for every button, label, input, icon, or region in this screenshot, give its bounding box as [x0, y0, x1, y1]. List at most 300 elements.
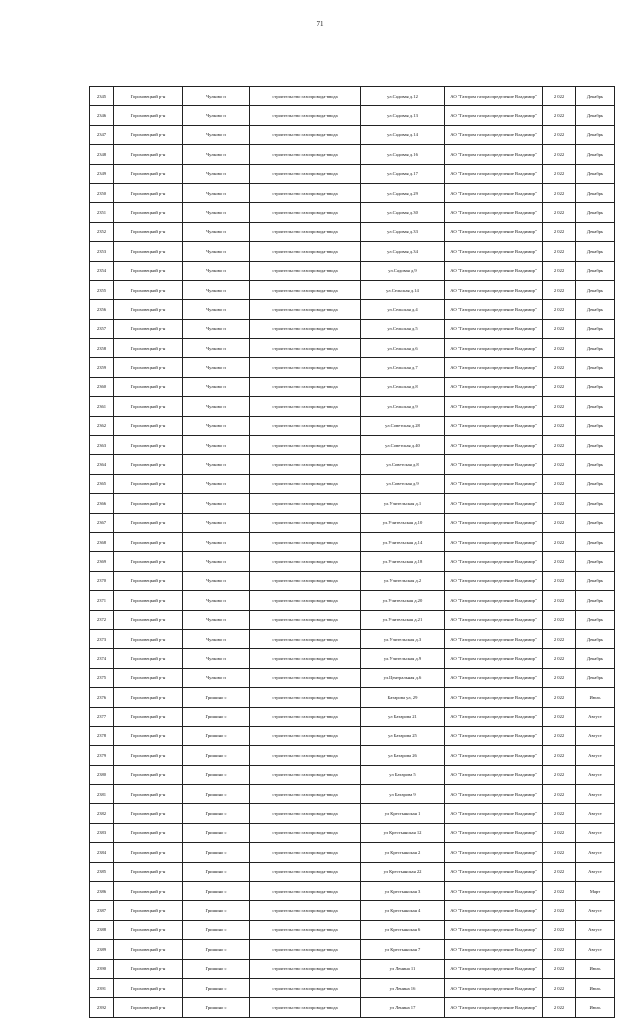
- row-number: 2357: [90, 319, 114, 338]
- work-type-cell: строительство газопровода-ввода: [250, 978, 361, 997]
- work-type-cell: строительство газопровода-ввода: [250, 513, 361, 532]
- month-cell: Август: [576, 804, 615, 823]
- year-cell: 2 022: [543, 843, 576, 862]
- table-row: [90, 785, 615, 804]
- locality-cell: Гришино с: [183, 978, 250, 997]
- owner-cell: АО "Газпром газораспределение Владимир": [445, 998, 543, 1017]
- month-cell: Декабрь: [576, 87, 615, 106]
- address-cell: ул Батарова 21: [361, 707, 445, 726]
- address-cell: ул.Учительская д.18: [361, 552, 445, 571]
- locality-cell: Чулково п: [183, 513, 250, 532]
- work-type-cell: строительство газопровода-ввода: [250, 862, 361, 881]
- locality-cell: Чулково п: [183, 436, 250, 455]
- locality-cell: Чулково п: [183, 261, 250, 280]
- owner-cell: АО "Газпром газораспределение Владимир": [445, 959, 543, 978]
- locality-cell: Чулково п: [183, 242, 250, 261]
- year-cell: 2 022: [543, 998, 576, 1017]
- row-number: 2382: [90, 804, 114, 823]
- work-type-cell: строительство газопровода-ввода: [250, 377, 361, 396]
- month-cell: Декабрь: [576, 591, 615, 610]
- month-cell: Март: [576, 882, 615, 901]
- table-row: [90, 765, 615, 784]
- row-number: 2353: [90, 242, 114, 261]
- district-cell: Гороховецкий р-н: [114, 978, 183, 997]
- address-cell: ул Крестьянская 22: [361, 862, 445, 881]
- owner-cell: АО "Газпром газораспределение Владимир": [445, 571, 543, 590]
- owner-cell: АО "Газпром газораспределение Владимир": [445, 610, 543, 629]
- row-number: 2391: [90, 978, 114, 997]
- owner-cell: АО "Газпром газораспределение Владимир": [445, 843, 543, 862]
- owner-cell: АО "Газпром газораспределение Владимир": [445, 242, 543, 261]
- work-type-cell: строительство газопровода-ввода: [250, 823, 361, 842]
- district-cell: Гороховецкий р-н: [114, 513, 183, 532]
- address-cell: ул.Сельская д.9: [361, 397, 445, 416]
- locality-cell: Чулково п: [183, 183, 250, 202]
- year-cell: 2 022: [543, 532, 576, 551]
- work-type-cell: строительство газопровода-ввода: [250, 552, 361, 571]
- row-number: 2392: [90, 998, 114, 1017]
- district-cell: Гороховецкий р-н: [114, 765, 183, 784]
- table-row: [90, 998, 615, 1017]
- month-cell: Декабрь: [576, 571, 615, 590]
- address-cell: ул Батарова 5: [361, 765, 445, 784]
- table-row: [90, 474, 615, 493]
- year-cell: 2 022: [543, 668, 576, 687]
- table-row: [90, 940, 615, 959]
- month-cell: Июль: [576, 959, 615, 978]
- locality-cell: Гришино с: [183, 785, 250, 804]
- address-cell: ул.Советская д.40: [361, 436, 445, 455]
- year-cell: 2 022: [543, 940, 576, 959]
- address-cell: ул Ленина 16: [361, 978, 445, 997]
- row-number: 2362: [90, 416, 114, 435]
- address-cell: ул.Садовая д.13: [361, 106, 445, 125]
- work-type-cell: строительство газопровода-ввода: [250, 940, 361, 959]
- address-cell: ул.Центральная д.6: [361, 668, 445, 687]
- district-cell: Гороховецкий р-н: [114, 920, 183, 939]
- row-number: 2387: [90, 901, 114, 920]
- table-row: [90, 242, 615, 261]
- year-cell: 2 022: [543, 358, 576, 377]
- address-cell: ул.Учительская д.3: [361, 629, 445, 648]
- owner-cell: АО "Газпром газораспределение Владимир": [445, 261, 543, 280]
- district-cell: Гороховецкий р-н: [114, 222, 183, 241]
- work-type-cell: строительство газопровода-ввода: [250, 242, 361, 261]
- table-row: [90, 436, 615, 455]
- month-cell: Декабрь: [576, 203, 615, 222]
- month-cell: Декабрь: [576, 164, 615, 183]
- locality-cell: Чулково п: [183, 222, 250, 241]
- year-cell: 2 022: [543, 785, 576, 804]
- work-type-cell: строительство газопровода-ввода: [250, 222, 361, 241]
- address-cell: Батарова ул, 29: [361, 688, 445, 707]
- owner-cell: АО "Газпром газораспределение Владимир": [445, 358, 543, 377]
- row-number: 2389: [90, 940, 114, 959]
- row-number: 2379: [90, 746, 114, 765]
- year-cell: 2 022: [543, 106, 576, 125]
- work-type-cell: строительство газопровода-ввода: [250, 125, 361, 144]
- table-row: [90, 416, 615, 435]
- owner-cell: АО "Газпром газораспределение Владимир": [445, 106, 543, 125]
- row-number: 2373: [90, 629, 114, 648]
- locality-cell: Чулково п: [183, 494, 250, 513]
- row-number: 2375: [90, 668, 114, 687]
- year-cell: 2 022: [543, 688, 576, 707]
- row-number: 2384: [90, 843, 114, 862]
- address-cell: ул.Садовая д.12: [361, 87, 445, 106]
- address-cell: ул.Сельская д.7: [361, 358, 445, 377]
- district-cell: Гороховецкий р-н: [114, 436, 183, 455]
- owner-cell: АО "Газпром газораспределение Владимир": [445, 688, 543, 707]
- address-cell: ул.Советская д.8: [361, 455, 445, 474]
- year-cell: 2 022: [543, 629, 576, 648]
- owner-cell: АО "Газпром газораспределение Владимир": [445, 978, 543, 997]
- year-cell: 2 022: [543, 242, 576, 261]
- month-cell: Декабрь: [576, 242, 615, 261]
- month-cell: Август: [576, 746, 615, 765]
- table-row: [90, 397, 615, 416]
- table-row: [90, 145, 615, 164]
- address-cell: ул.Учительская д.21: [361, 610, 445, 629]
- row-number: 2359: [90, 358, 114, 377]
- address-cell: ул Крестьянская 3: [361, 882, 445, 901]
- district-cell: Гороховецкий р-н: [114, 532, 183, 551]
- owner-cell: АО "Газпром газораспределение Владимир": [445, 280, 543, 299]
- locality-cell: Чулково п: [183, 125, 250, 144]
- address-cell: ул Крестьянская 12: [361, 823, 445, 842]
- row-number: 2365: [90, 474, 114, 493]
- district-cell: Гороховецкий р-н: [114, 280, 183, 299]
- district-cell: Гороховецкий р-н: [114, 261, 183, 280]
- work-type-cell: строительство газопровода-ввода: [250, 746, 361, 765]
- work-type-cell: строительство газопровода-ввода: [250, 959, 361, 978]
- owner-cell: АО "Газпром газораспределение Владимир": [445, 629, 543, 648]
- district-cell: Гороховецкий р-н: [114, 707, 183, 726]
- table-row: [90, 494, 615, 513]
- work-type-cell: строительство газопровода-ввода: [250, 629, 361, 648]
- table-row: [90, 804, 615, 823]
- year-cell: 2 022: [543, 823, 576, 842]
- year-cell: 2 022: [543, 552, 576, 571]
- year-cell: 2 022: [543, 319, 576, 338]
- address-cell: ул.Садовая д.34: [361, 242, 445, 261]
- locality-cell: Чулково п: [183, 416, 250, 435]
- address-cell: ул Крестьянская 1: [361, 804, 445, 823]
- row-number: 2378: [90, 726, 114, 745]
- year-cell: 2 022: [543, 87, 576, 106]
- locality-cell: Чулково п: [183, 629, 250, 648]
- work-type-cell: строительство газопровода-ввода: [250, 649, 361, 668]
- work-type-cell: строительство газопровода-ввода: [250, 726, 361, 745]
- row-number: 2369: [90, 552, 114, 571]
- month-cell: Декабрь: [576, 552, 615, 571]
- locality-cell: Чулково п: [183, 532, 250, 551]
- address-cell: ул.Сельская д.14: [361, 280, 445, 299]
- month-cell: Декабрь: [576, 280, 615, 299]
- row-number: 2363: [90, 436, 114, 455]
- locality-cell: Чулково п: [183, 668, 250, 687]
- district-cell: Гороховецкий р-н: [114, 145, 183, 164]
- year-cell: 2 022: [543, 513, 576, 532]
- row-number: 2374: [90, 649, 114, 668]
- owner-cell: АО "Газпром газораспределение Владимир": [445, 532, 543, 551]
- table-row: [90, 882, 615, 901]
- locality-cell: Чулково п: [183, 87, 250, 106]
- table-row: [90, 532, 615, 551]
- work-type-cell: строительство газопровода-ввода: [250, 436, 361, 455]
- work-type-cell: строительство газопровода-ввода: [250, 901, 361, 920]
- address-cell: ул.Садовая д.29: [361, 183, 445, 202]
- year-cell: 2 022: [543, 862, 576, 881]
- year-cell: 2 022: [543, 145, 576, 164]
- month-cell: Август: [576, 765, 615, 784]
- row-number: 2361: [90, 397, 114, 416]
- table-row: [90, 610, 615, 629]
- year-cell: 2 022: [543, 436, 576, 455]
- work-type-cell: строительство газопровода-ввода: [250, 920, 361, 939]
- table-row: [90, 280, 615, 299]
- locality-cell: Гришино с: [183, 765, 250, 784]
- year-cell: 2 022: [543, 978, 576, 997]
- work-type-cell: строительство газопровода-ввода: [250, 804, 361, 823]
- address-cell: ул Ленина 11: [361, 959, 445, 978]
- month-cell: Декабрь: [576, 397, 615, 416]
- year-cell: 2 022: [543, 726, 576, 745]
- owner-cell: АО "Газпром газораспределение Владимир": [445, 823, 543, 842]
- locality-cell: Чулково п: [183, 358, 250, 377]
- table-row: [90, 920, 615, 939]
- owner-cell: АО "Газпром газораспределение Владимир": [445, 300, 543, 319]
- locality-cell: Гришино с: [183, 843, 250, 862]
- month-cell: Август: [576, 707, 615, 726]
- district-cell: Гороховецкий р-н: [114, 377, 183, 396]
- row-number: 2348: [90, 145, 114, 164]
- owner-cell: АО "Газпром газораспределение Владимир": [445, 707, 543, 726]
- month-cell: Июль: [576, 978, 615, 997]
- month-cell: Декабрь: [576, 649, 615, 668]
- year-cell: 2 022: [543, 222, 576, 241]
- locality-cell: Гришино с: [183, 746, 250, 765]
- locality-cell: Чулково п: [183, 610, 250, 629]
- year-cell: 2 022: [543, 901, 576, 920]
- address-cell: ул.Сельская д.8: [361, 377, 445, 396]
- month-cell: Декабрь: [576, 339, 615, 358]
- year-cell: 2 022: [543, 882, 576, 901]
- owner-cell: АО "Газпром газораспределение Владимир": [445, 804, 543, 823]
- owner-cell: АО "Газпром газораспределение Владимир": [445, 649, 543, 668]
- locality-cell: Чулково п: [183, 280, 250, 299]
- work-type-cell: строительство газопровода-ввода: [250, 571, 361, 590]
- row-number: 2345: [90, 87, 114, 106]
- locality-cell: Чулково п: [183, 455, 250, 474]
- month-cell: Август: [576, 823, 615, 842]
- table-row: [90, 513, 615, 532]
- table-row: [90, 87, 615, 106]
- work-type-cell: строительство газопровода-ввода: [250, 183, 361, 202]
- owner-cell: АО "Газпром газораспределение Владимир": [445, 494, 543, 513]
- locality-cell: Гришино с: [183, 862, 250, 881]
- table-row: [90, 164, 615, 183]
- owner-cell: АО "Газпром газораспределение Владимир": [445, 668, 543, 687]
- year-cell: 2 022: [543, 455, 576, 474]
- work-type-cell: строительство газопровода-ввода: [250, 106, 361, 125]
- address-cell: ул Батарова 9: [361, 785, 445, 804]
- row-number: 2386: [90, 882, 114, 901]
- work-type-cell: строительство газопровода-ввода: [250, 494, 361, 513]
- work-type-cell: строительство газопровода-ввода: [250, 145, 361, 164]
- owner-cell: АО "Газпром газораспределение Владимир": [445, 474, 543, 493]
- year-cell: 2 022: [543, 610, 576, 629]
- owner-cell: АО "Газпром газораспределение Владимир": [445, 416, 543, 435]
- row-number: 2377: [90, 707, 114, 726]
- address-cell: ул.Учительская д.10: [361, 513, 445, 532]
- locality-cell: Чулково п: [183, 474, 250, 493]
- row-number: 2360: [90, 377, 114, 396]
- month-cell: Декабрь: [576, 494, 615, 513]
- address-cell: ул.Учительская д.9: [361, 649, 445, 668]
- owner-cell: АО "Газпром газораспределение Владимир": [445, 882, 543, 901]
- year-cell: 2 022: [543, 203, 576, 222]
- month-cell: Июль: [576, 688, 615, 707]
- work-type-cell: строительство газопровода-ввода: [250, 474, 361, 493]
- owner-cell: АО "Газпром газораспределение Владимир": [445, 145, 543, 164]
- owner-cell: АО "Газпром газораспределение Владимир": [445, 901, 543, 920]
- row-number: 2376: [90, 688, 114, 707]
- district-cell: Гороховецкий р-н: [114, 882, 183, 901]
- work-type-cell: строительство газопровода-ввода: [250, 397, 361, 416]
- month-cell: Декабрь: [576, 358, 615, 377]
- district-cell: Гороховецкий р-н: [114, 339, 183, 358]
- year-cell: 2 022: [543, 959, 576, 978]
- month-cell: Август: [576, 901, 615, 920]
- work-type-cell: строительство газопровода-ввода: [250, 203, 361, 222]
- owner-cell: АО "Газпром газораспределение Владимир": [445, 920, 543, 939]
- month-cell: Декабрь: [576, 145, 615, 164]
- district-cell: Гороховецкий р-н: [114, 843, 183, 862]
- locality-cell: Гришино с: [183, 823, 250, 842]
- table-row: [90, 862, 615, 881]
- month-cell: Август: [576, 785, 615, 804]
- month-cell: Август: [576, 940, 615, 959]
- table-row: [90, 552, 615, 571]
- district-cell: Гороховецкий р-н: [114, 397, 183, 416]
- owner-cell: АО "Газпром газораспределение Владимир": [445, 183, 543, 202]
- owner-cell: АО "Газпром газораспределение Владимир": [445, 87, 543, 106]
- locality-cell: Гришино с: [183, 804, 250, 823]
- district-cell: Гороховецкий р-н: [114, 649, 183, 668]
- owner-cell: АО "Газпром газораспределение Владимир": [445, 125, 543, 144]
- month-cell: Декабрь: [576, 474, 615, 493]
- year-cell: 2 022: [543, 804, 576, 823]
- district-cell: Гороховецкий р-н: [114, 300, 183, 319]
- table-row: [90, 959, 615, 978]
- month-cell: Декабрь: [576, 183, 615, 202]
- owner-cell: АО "Газпром газораспределение Владимир": [445, 726, 543, 745]
- work-type-cell: строительство газопровода-ввода: [250, 87, 361, 106]
- locality-cell: Чулково п: [183, 397, 250, 416]
- district-cell: Гороховецкий р-н: [114, 901, 183, 920]
- row-number: 2349: [90, 164, 114, 183]
- month-cell: Декабрь: [576, 668, 615, 687]
- month-cell: Декабрь: [576, 436, 615, 455]
- owner-cell: АО "Газпром газораспределение Владимир": [445, 552, 543, 571]
- table-row: [90, 688, 615, 707]
- work-type-cell: строительство газопровода-ввода: [250, 261, 361, 280]
- page-number: 71: [316, 20, 324, 28]
- work-type-cell: строительство газопровода-ввода: [250, 455, 361, 474]
- district-cell: Гороховецкий р-н: [114, 203, 183, 222]
- row-number: 2381: [90, 785, 114, 804]
- address-cell: ул.Сельская д.5: [361, 319, 445, 338]
- district-cell: Гороховецкий р-н: [114, 242, 183, 261]
- table-row: [90, 319, 615, 338]
- year-cell: 2 022: [543, 746, 576, 765]
- owner-cell: АО "Газпром газораспределение Владимир": [445, 164, 543, 183]
- address-cell: ул Крестьянская 2: [361, 843, 445, 862]
- district-cell: Гороховецкий р-н: [114, 164, 183, 183]
- district-cell: Гороховецкий р-н: [114, 552, 183, 571]
- year-cell: 2 022: [543, 571, 576, 590]
- table-row: [90, 183, 615, 202]
- month-cell: Август: [576, 726, 615, 745]
- district-cell: Гороховецкий р-н: [114, 319, 183, 338]
- year-cell: 2 022: [543, 377, 576, 396]
- year-cell: 2 022: [543, 707, 576, 726]
- district-cell: Гороховецкий р-н: [114, 804, 183, 823]
- locality-cell: Чулково п: [183, 106, 250, 125]
- district-cell: Гороховецкий р-н: [114, 591, 183, 610]
- month-cell: Декабрь: [576, 416, 615, 435]
- district-cell: Гороховецкий р-н: [114, 571, 183, 590]
- locality-cell: Гришино с: [183, 959, 250, 978]
- month-cell: Декабрь: [576, 106, 615, 125]
- address-cell: ул.Учительская д.20: [361, 591, 445, 610]
- year-cell: 2 022: [543, 125, 576, 144]
- address-cell: ул Крестьянская 6: [361, 920, 445, 939]
- work-type-cell: строительство газопровода-ввода: [250, 300, 361, 319]
- owner-cell: АО "Газпром газораспределение Владимир": [445, 203, 543, 222]
- table-row: [90, 726, 615, 745]
- row-number: 2364: [90, 455, 114, 474]
- month-cell: Июль: [576, 998, 615, 1017]
- month-cell: Декабрь: [576, 300, 615, 319]
- row-number: 2355: [90, 280, 114, 299]
- month-cell: Декабрь: [576, 629, 615, 648]
- owner-cell: АО "Газпром газораспределение Владимир": [445, 765, 543, 784]
- locality-cell: Чулково п: [183, 300, 250, 319]
- district-cell: Гороховецкий р-н: [114, 959, 183, 978]
- owner-cell: АО "Газпром газораспределение Владимир": [445, 940, 543, 959]
- work-type-cell: строительство газопровода-ввода: [250, 319, 361, 338]
- owner-cell: АО "Газпром газораспределение Владимир": [445, 785, 543, 804]
- row-number: 2371: [90, 591, 114, 610]
- row-number: 2350: [90, 183, 114, 202]
- table-row: [90, 668, 615, 687]
- year-cell: 2 022: [543, 183, 576, 202]
- work-type-cell: строительство газопровода-ввода: [250, 688, 361, 707]
- district-cell: Гороховецкий р-н: [114, 106, 183, 125]
- table-row: [90, 377, 615, 396]
- table-row: [90, 629, 615, 648]
- records-table: [89, 86, 615, 1018]
- table-row: [90, 222, 615, 241]
- row-number: 2370: [90, 571, 114, 590]
- month-cell: Декабрь: [576, 455, 615, 474]
- district-cell: Гороховецкий р-н: [114, 668, 183, 687]
- work-type-cell: строительство газопровода-ввода: [250, 668, 361, 687]
- table-row: [90, 300, 615, 319]
- locality-cell: Гришино с: [183, 726, 250, 745]
